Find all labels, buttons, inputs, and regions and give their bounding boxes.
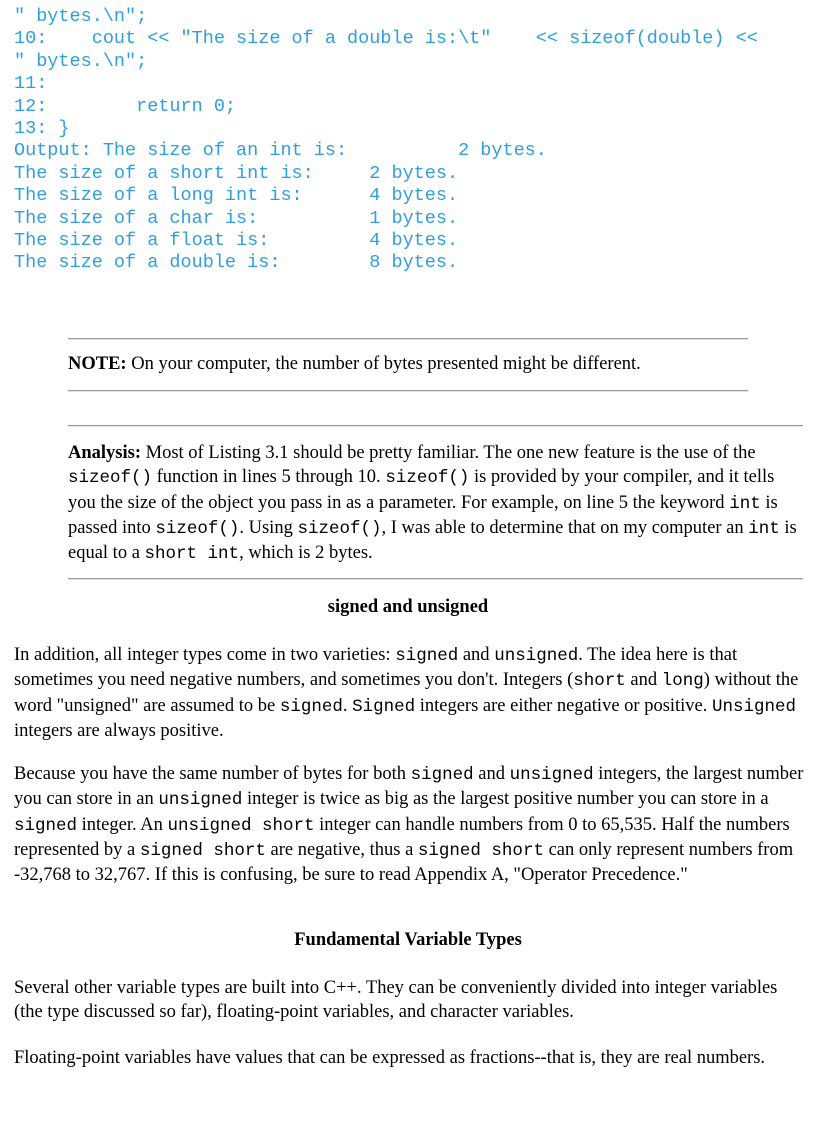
analysis-text: Analysis: Most of Listing 3.1 should be pretty familiar. The one new feature is the use of the sizeof() function in lines 5 through 10. sizeof() is provided by your compiler, and it tells you the size of the object you pass in as a parameter. For example, on line 5 the keyword int is passed into sizeof(). Using sizeof(), I was able to determine that on my computer an int is equal to a short int, which is 2 bytes. [68,443,797,565]
output-line: Output: The size of an int is: 2 bytes. [14,140,547,162]
note-label: NOTE: [68,354,127,374]
code-line: " bytes.\n"; [14,6,148,27]
note-box [68,338,748,392]
code-line: 13: } [14,117,70,139]
paragraph-floating-point: Floating-point variables have values that can be expressed as fractions--that is, they are real numbers. [14,1048,766,1068]
analysis-bottom-rule [68,578,803,580]
analysis-top-rule [68,425,803,427]
note-top-rule [68,338,748,340]
paragraph-signed-intro: In addition, all integer types come in two varieties: signed and unsigned. The idea here is that sometimes you need negative numbers, and sometimes you don't. Integers (short and long) without the word "unsigned" are assumed to be signed. Signed integers are either negative or positive. Unsigned integers are always positive. [14,645,799,741]
paragraph-signed-range: Because you have the same number of bytes for both signed and unsigned integers, the largest number you can store in an unsigned integer is twice as big as the largest positive number you can store in a signed integer. An unsigned short integer can handle numbers from 0 to 65,535. Half the numbers represented by a signed short are negative, thus a signed short can only represent numbers from -32,768 to 32,767. If this is confusing, be sure to read Appendix A, "Operator Precedence." [14,764,804,886]
analysis-label: Analysis: [68,443,141,463]
section-heading-fundamental-types: Fundamental Variable Types [294,930,522,950]
code-line: 12: return 0; [14,95,237,117]
output-line: The size of a float is: 4 bytes. [14,229,459,251]
analysis-box [68,425,803,580]
code-listing [14,6,758,275]
note-text: NOTE: On your computer, the number of bytes presented might be different. [68,354,641,374]
paragraph-variable-types: Several other variable types are built into C++. They can be conveniently divided into integer variables (the type discussed so far), floating-point variables, and character variables. [14,978,778,1023]
output-line: The size of a char is: 1 bytes. [14,207,459,229]
note-bottom-rule [68,390,748,392]
code-line: " bytes.\n"; [14,50,148,72]
code-line: 10: cout << "The size of a double is:\t" << sizeof(double) << [14,28,758,50]
output-line: The size of a double is: 8 bytes. [14,252,459,274]
section-heading-signed-unsigned: signed and unsigned [327,597,489,617]
output-line: The size of a short int is: 2 bytes. [14,162,459,184]
output-line: The size of a long int is: 4 bytes. [14,185,459,207]
code-line: 11: [14,73,48,95]
